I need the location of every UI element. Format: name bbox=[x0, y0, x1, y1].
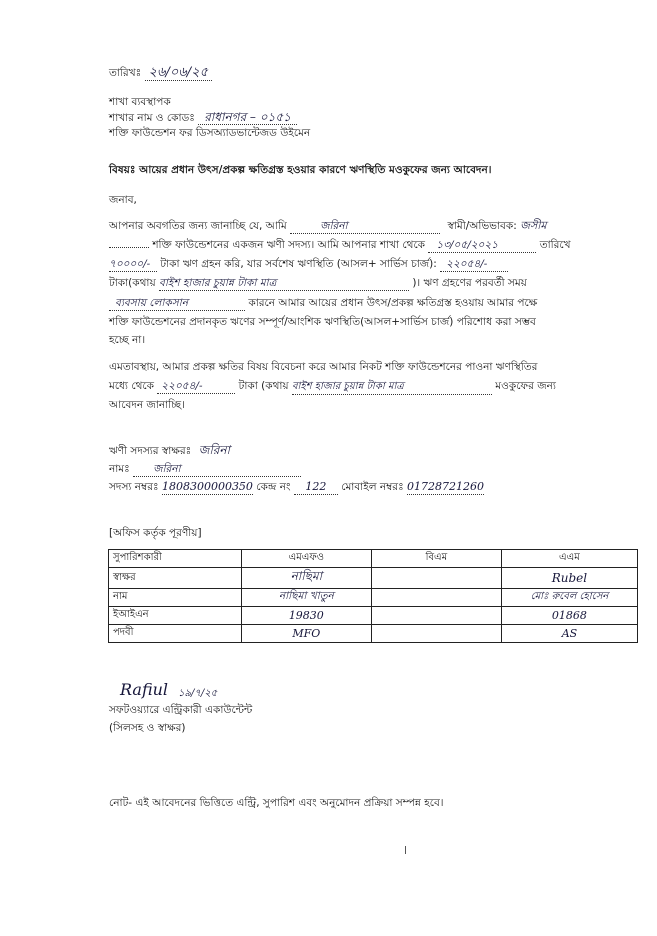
body-text: কারনে আমার আয়ের প্রধান উৎস/প্রকল্প ক্ষতিগ্রস্ত হওয়ায় আমার পক্ষে bbox=[248, 297, 538, 309]
branch-label: শাখার নাম ও কোডঃ bbox=[109, 112, 195, 124]
blank-field bbox=[109, 247, 149, 248]
body-line-5 bbox=[109, 296, 537, 311]
body-line-4 bbox=[109, 276, 527, 291]
accountant-title: সফটওয়্যারে এন্ট্রিকারী একাউন্টেন্ট bbox=[109, 704, 253, 716]
applicant-name: জরিনা bbox=[290, 219, 440, 234]
member-number: 1808300000350 bbox=[161, 480, 253, 493]
branch-line bbox=[109, 110, 297, 125]
mfo-designation: MFO bbox=[241, 625, 371, 643]
table-row bbox=[109, 589, 638, 607]
waiver-in-words: বাইশ হাজার চুয়ান্ন টাকা মাত্র bbox=[292, 380, 492, 395]
bm-ein bbox=[371, 607, 501, 625]
branch-value: রাধানগর – ০১৫১ bbox=[198, 110, 297, 125]
member-signature-label: ঋণী সদস্যর স্বাক্ষরঃ bbox=[109, 445, 192, 457]
balance-in-words: বাইশ হাজার চুয়ান্ন টাকা মাত্র bbox=[159, 276, 409, 291]
row-label-ein: ইআইএন bbox=[109, 607, 242, 625]
date-line bbox=[109, 66, 212, 81]
mobile-number-label: মোবাইল নম্বরঃ bbox=[341, 481, 404, 493]
center-number-label: কেন্দ্র নং bbox=[256, 481, 291, 493]
body-text: মধ্যে থেকে bbox=[109, 380, 154, 392]
body-text: স্বামী/অভিভাবক: bbox=[447, 220, 517, 232]
bm-signature bbox=[371, 568, 501, 589]
subject-line: বিষয়ঃ আয়ের প্রধান উৎস/প্রকল্প ক্ষতিগ্রস্ত হওয়ার কারণে ঋণস্থিতি মওকুফের জন্য আবেদন। bbox=[109, 164, 492, 176]
member-signature-line bbox=[109, 443, 230, 458]
scan-mark bbox=[405, 846, 406, 854]
body-line-7: হচ্ছে না। bbox=[109, 334, 146, 346]
row-label-designation: পদবী bbox=[109, 625, 242, 643]
organization-name: শক্তি ফাউন্ডেশন ফর ডিসঅ্যাডভান্টেজড উইমেন bbox=[109, 127, 311, 139]
body-text: টাকা (কথায় bbox=[238, 380, 289, 392]
recommendation-table bbox=[108, 549, 638, 643]
loan-amount: ৭০০০০/- bbox=[109, 257, 157, 272]
body-text: )। ঋণ গ্রহণের পরবর্তী সময় bbox=[412, 277, 527, 289]
body-line-3 bbox=[109, 257, 508, 272]
header-am: এএম bbox=[501, 550, 637, 568]
mfo-signature: নাছিমা bbox=[241, 568, 371, 589]
header-bm: বিএম bbox=[371, 550, 501, 568]
loss-reason: ব্যবসায় লোকসান bbox=[109, 296, 245, 311]
salutation: জনাব, bbox=[109, 194, 137, 206]
date-value: ২৬/০৬/২৫ bbox=[145, 66, 212, 81]
mobile-number: 01728721260 bbox=[407, 480, 485, 493]
mfo-ein: 19830 bbox=[241, 607, 371, 625]
accountant-signature: Rafiul bbox=[120, 680, 169, 699]
table-row bbox=[109, 607, 638, 625]
table-row bbox=[109, 625, 638, 643]
row-label-name: নাম bbox=[109, 589, 242, 607]
header-recommender: সুপারিশকারী bbox=[109, 550, 242, 568]
mfo-name: নাছিমা খাতুন bbox=[241, 589, 371, 607]
body-line-6: শক্তি ফাউন্ডেশনের প্রদানকৃত ঋণের সম্পূর্ণ/আংশিক ঋণস্থিতি(আসল+সার্ভিস চার্জ) পরিশোধ করা সম্ভব bbox=[109, 316, 536, 328]
body-line-2 bbox=[109, 238, 571, 253]
office-use-label: [অফিস কর্তৃক পূরণীয়] bbox=[109, 527, 202, 539]
loan-date: ১৩/০৫/২০২১ bbox=[428, 238, 536, 253]
member-name-line bbox=[109, 462, 301, 477]
date-label: তারিখঃ bbox=[109, 67, 142, 79]
body-text: আপনার অবগতির জন্য জানাচ্ছি যে, আমি bbox=[109, 220, 287, 232]
footer-note: নোট- এই আবেদনের ভিত্তিতে এন্ট্রি, সুপারিশ এবং অনুমোদন প্রক্রিয়া সম্পন্ন হবে। bbox=[109, 797, 444, 809]
guardian-name: জসীম bbox=[520, 219, 547, 232]
member-number-label: সদস্য নম্বরঃ bbox=[109, 481, 159, 493]
member-name: জরিনা bbox=[133, 462, 301, 477]
am-name: মোঃ রুবেল হোসেন bbox=[501, 589, 637, 607]
addressee-title: শাখা ব্যবস্থাপক bbox=[109, 96, 171, 108]
body-text: মওকুফের জন্য bbox=[495, 380, 556, 392]
bm-name bbox=[371, 589, 501, 607]
am-designation: AS bbox=[501, 625, 637, 643]
table-header-row bbox=[109, 550, 638, 568]
body-line-1 bbox=[109, 219, 547, 234]
member-numbers-line bbox=[109, 480, 484, 495]
table-row bbox=[109, 568, 638, 589]
body-text: তারিখে bbox=[539, 239, 571, 251]
body-line-9 bbox=[109, 379, 556, 395]
accountant-note: (সিলসহ ও স্বাক্ষর) bbox=[109, 722, 186, 734]
member-name-label: নামঃ bbox=[109, 463, 130, 475]
am-signature: Rubel bbox=[501, 568, 637, 589]
center-number: 122 bbox=[294, 480, 338, 495]
body-text: টাকা ঋণ গ্রহন করি, যার সর্বশেষ ঋণস্থিতি (আসল+ সার্ভিস চার্জ): bbox=[160, 258, 437, 270]
body-text: টাকা(কথায় bbox=[109, 277, 156, 289]
waiver-amount: ২২০৫৪/- bbox=[157, 379, 235, 394]
body-line-10: আবেদন জানাচ্ছি। bbox=[109, 399, 185, 411]
header-mfo: এমএফও bbox=[241, 550, 371, 568]
bm-designation bbox=[371, 625, 501, 643]
row-label-signature: স্বাক্ষর bbox=[109, 568, 242, 589]
accountant-sign-date: ১৯/৭/২৫ bbox=[178, 688, 218, 699]
body-line-8: এমতাবস্থায়, আমার প্রকল্প ক্ষতির বিষয় বিবেচনা করে আমার নিকট শক্তি ফাউন্ডেশনের পাওনা ঋণস্থিতির bbox=[109, 361, 538, 373]
outstanding-balance: ২২০৫৪/- bbox=[440, 257, 508, 272]
am-ein: 01868 bbox=[501, 607, 637, 625]
member-signature: জরিনা bbox=[198, 443, 231, 457]
body-text: শক্তি ফাউন্ডেশনের একজন ঋণী সদস্য। আমি আপনার শাখা থেকে bbox=[152, 239, 426, 251]
